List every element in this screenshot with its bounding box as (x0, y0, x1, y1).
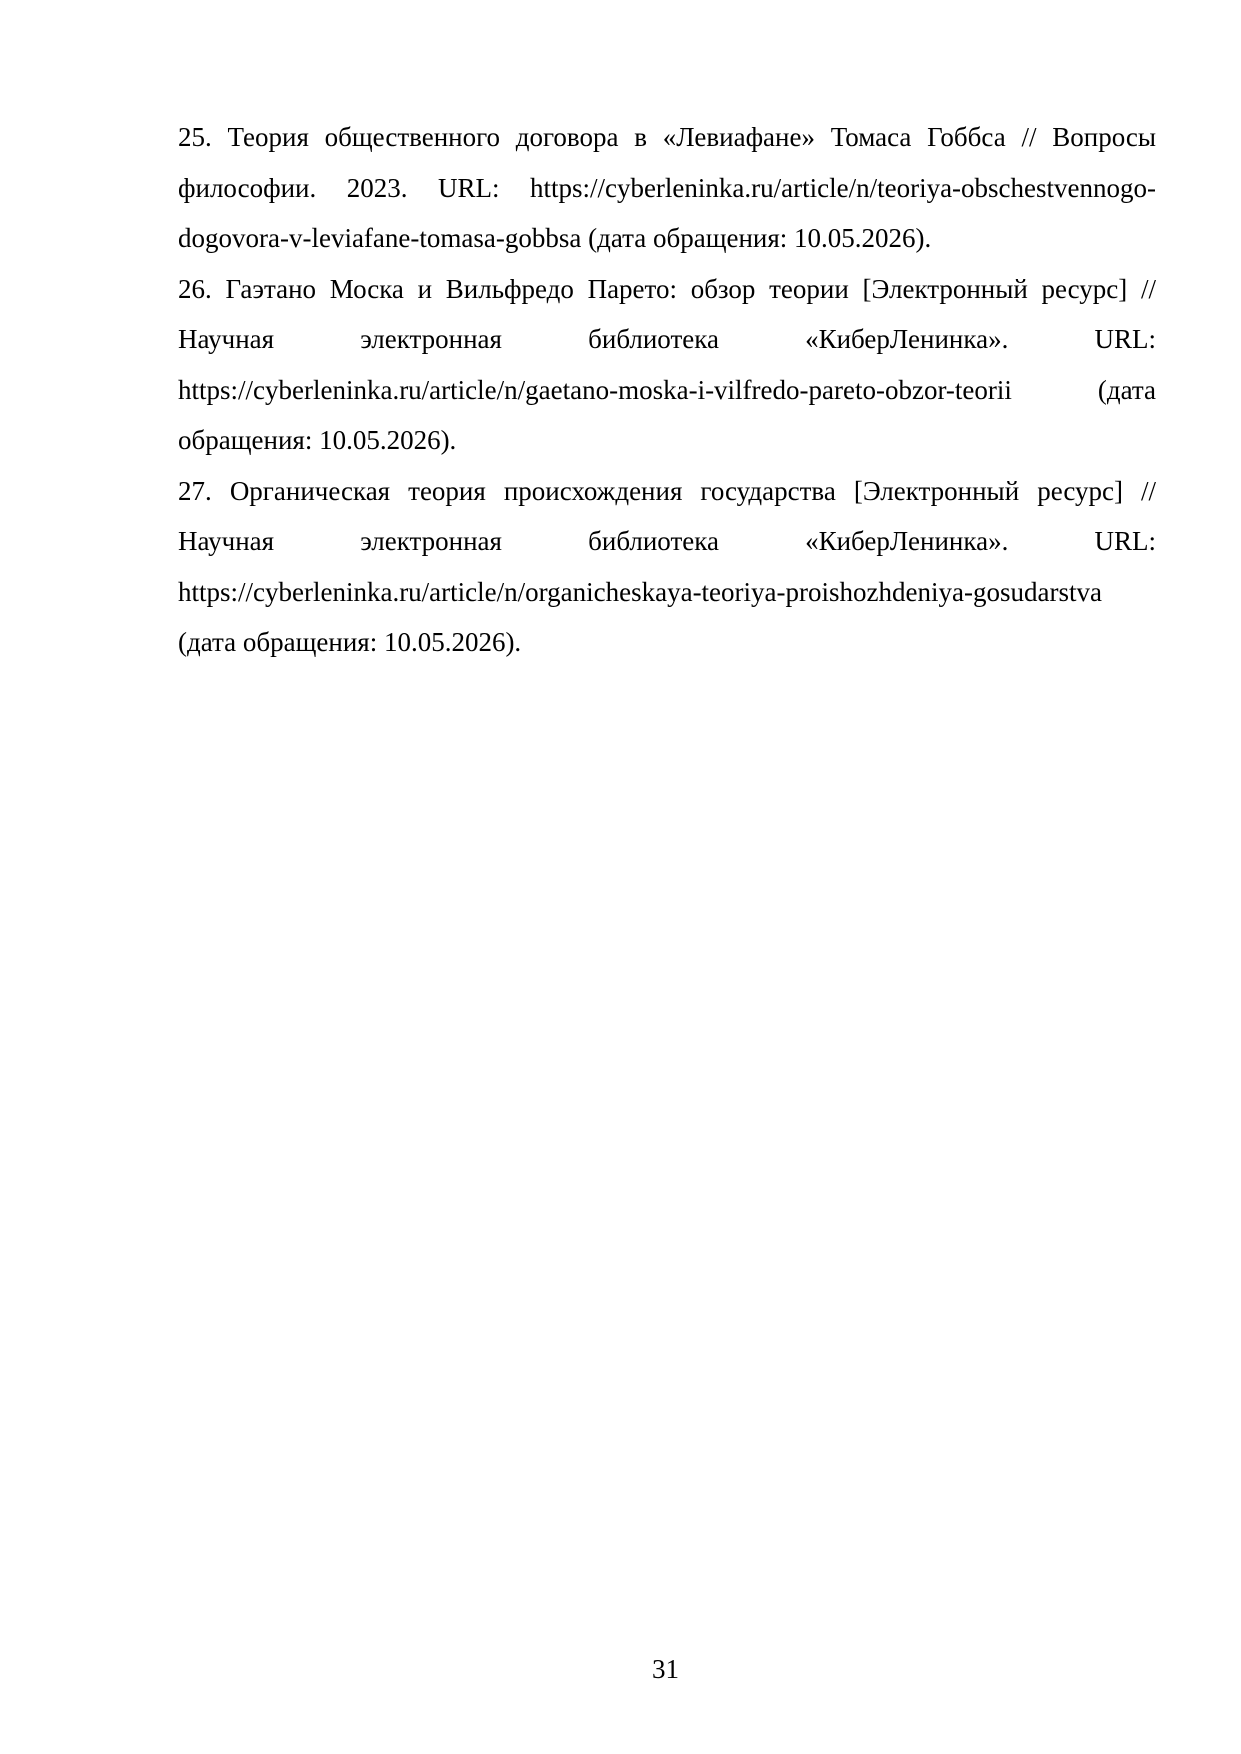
reference-item-27 (178, 466, 1156, 668)
reference-access-date: (дата обращения: 10.05.2026). (178, 374, 1156, 455)
reference-item-26 (178, 264, 1156, 466)
reference-number: 26. (178, 273, 212, 304)
reference-list (178, 112, 1156, 668)
reference-url[interactable]: https://cyberleninka.ru/article/n/gaetano-moska-i-vilfredo-pareto-obzor-teorii (178, 374, 1012, 405)
page-number: 31 (652, 1654, 679, 1684)
reference-number: 27. (178, 475, 212, 506)
reference-access-date: (дата обращения: 10.05.2026). (178, 627, 522, 657)
reference-item-25 (178, 112, 1156, 264)
reference-text: Гаэтано Моска и Вильфредо Парето: обзор теории [Электронный ресурс] // Научная электронная библиотека «КиберЛенинка». URL: (178, 273, 1156, 354)
reference-url[interactable]: https://cyberleninka.ru/article/n/organicheskaya-teoriya-proishozhdeniya-gosudarstva (178, 576, 1102, 607)
reference-access-date: (дата обращения: 10.05.2026). (588, 223, 932, 253)
reference-number: 25. (178, 122, 212, 152)
reference-text: Органическая теория происхождения государства [Электронный ресурс] // Научная электронная библиотека «КиберЛенинка». URL: (178, 475, 1157, 556)
reference-text: Теория общественного договора в «Левиафане» Томаса Гоббса // Вопросы философии. 2023. URL: (178, 122, 1157, 203)
reference-url[interactable]: https://cyberleninka.ru/article/n/teoriya-obschestvennogo-dogovora-v-leviafane-tomasa-gobbsa (178, 172, 1157, 253)
